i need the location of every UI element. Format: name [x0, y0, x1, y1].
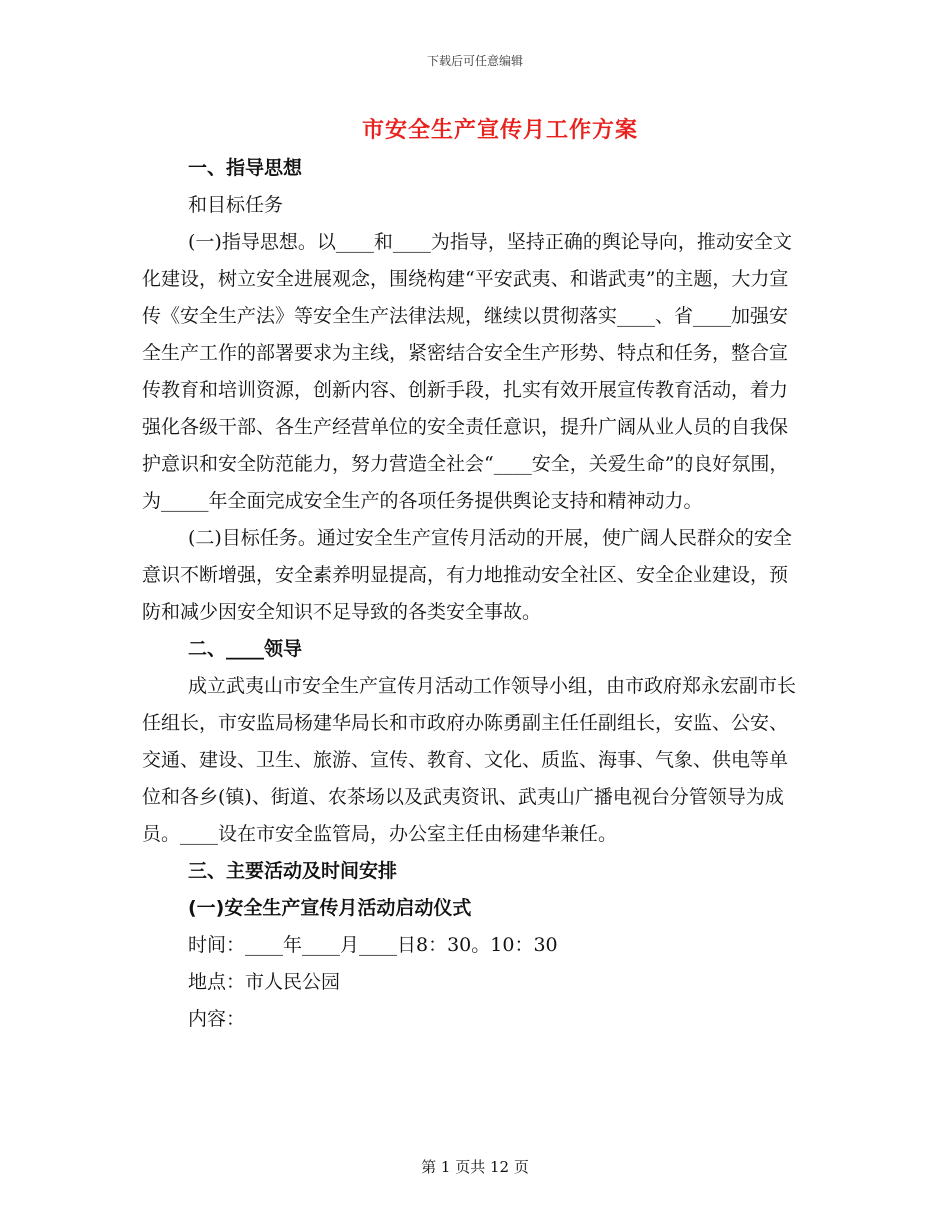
- section-2-heading: 二、____领导: [188, 638, 303, 660]
- event-content: 内容：: [188, 1008, 246, 1030]
- page-number: 第 1 页共 12 页: [421, 1158, 529, 1176]
- event-place: 地点：市人民公园: [188, 971, 341, 993]
- section-3-subheading: (一)安全生产宣传月活动启动仪式: [188, 897, 472, 919]
- section-1-paragraph-goals: (二)目标任务。通过安全生产宣传月活动的开展，使广阔人民群众的安全意识不断增强，安全素养明显提高，有力地推动安全社区、安全企业建设，预防和减少因安全知识不足导致的各类安全事故。: [142, 527, 792, 623]
- header-note: 下载后可任意编辑: [426, 54, 523, 68]
- section-1-heading: 一、指导思想: [188, 157, 303, 179]
- event-time: 时间：____年____月____日8：30。10：30: [188, 934, 558, 956]
- section-2-paragraph: 成立武夷山市安全生产宣传月活动工作领导小组，由市政府郑永宏副市长任组长，市安监局杨建华局长和市政府办陈勇副主任任副组长，安监、公安、交通、建设、卫生、旅游、宣传、教育、文化、质监、海事、气象、供电等单位和各乡(镇)、街道、农茶场以及武夷资讯、武夷山广播电视台分管领导为成员。____设在市安全监管局，办公室主任由杨建华兼任。: [142, 675, 797, 845]
- section-1-subline: 和目标任务: [188, 194, 284, 216]
- document-title: 市安全生产宣传月工作方案: [361, 117, 638, 143]
- document-body: [142, 150, 806, 1038]
- section-3-heading: 三、主要活动及时间安排: [188, 860, 398, 882]
- section-1-paragraph-guiding: (一)指导思想。以____和____为指导，坚持正确的舆论导向，推动安全文化建设，树立安全进展观念，围绕构建“平安武夷、和谐武夷”的主题，大力宣传《安全生产法》等安全生产法律法规，继续以贯彻落实____、省____加强安全生产工作的部署要求为主线，紧密结合安全生产形势、特点和任务，整合宣传教育和培训资源，创新内容、创新手段，扎实有效开展宣传教育活动，着力强化各级干部、各生产经营单位的安全责任意识，提升广阔从业人员的自我保护意识和安全防范能力，努力营造全社会“____安全，关爱生命”的良好氛围，为_____年全面完成安全生产的各项任务提供舆论支持和精神动力。: [142, 231, 792, 512]
